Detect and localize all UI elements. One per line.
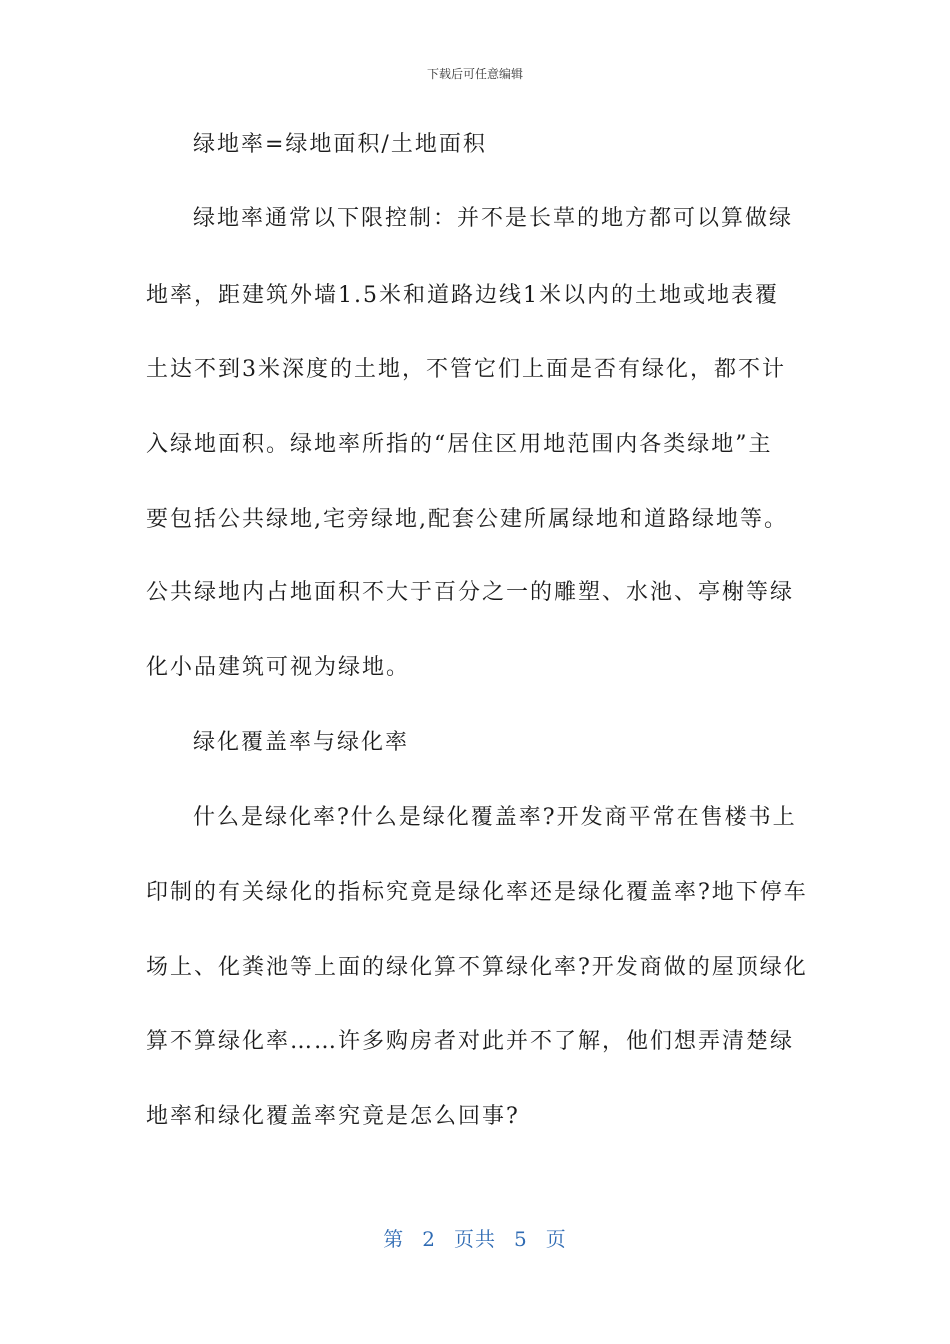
paragraph-line: 化小品建筑可视为绿地。 (146, 655, 411, 680)
paragraph-line: 绿地率通常以下限控制：并不是长草的地方都可以算做绿 (193, 206, 794, 231)
current-page-number: 2 (422, 1227, 436, 1251)
paragraph-line: 入绿地面积。绿地率所指的“居住区用地范围内各类绿地”主 (146, 432, 773, 457)
paragraph-line: 土达不到3米深度的土地，不管它们上面是否有绿化，都不计 (146, 357, 786, 382)
total-pages-number: 5 (514, 1227, 528, 1251)
paragraph-line: 地率，距建筑外墙1.5米和道路边线1米以内的土地或地表覆 (146, 283, 779, 308)
paragraph-line: 什么是绿化率?什么是绿化覆盖率?开发商平常在售楼书上 (193, 805, 797, 830)
paragraph-line: 公共绿地内占地面积不大于百分之一的雕塑、水池、亭榭等绿 (146, 580, 795, 605)
paragraph-line: 场上、化粪池等上面的绿化算不算绿化率?开发商做的屋顶绿化 (146, 955, 808, 980)
paragraph-line: 地率和绿化覆盖率究竟是怎么回事? (146, 1104, 520, 1129)
paragraph-line: 绿地率=绿地面积/土地面积 (193, 132, 487, 157)
paragraph-line: 算不算绿化率……许多购房者对此并不了解，他们想弄清楚绿 (146, 1029, 795, 1054)
footer-middle: 页共 (454, 1227, 496, 1251)
page-header-note: 下载后可任意编辑 (426, 67, 523, 81)
page-number-footer (0, 1226, 950, 1252)
paragraph-line: 要包括公共绿地,宅旁绿地,配套公建所属绿地和道路绿地等。 (146, 507, 788, 532)
footer-prefix: 第 (383, 1227, 405, 1251)
paragraph-line: 印制的有关绿化的指标究竟是绿化率还是绿化覆盖率?地下停车 (146, 880, 808, 905)
section-heading: 绿化覆盖率与绿化率 (193, 730, 410, 755)
footer-suffix: 页 (545, 1227, 567, 1251)
